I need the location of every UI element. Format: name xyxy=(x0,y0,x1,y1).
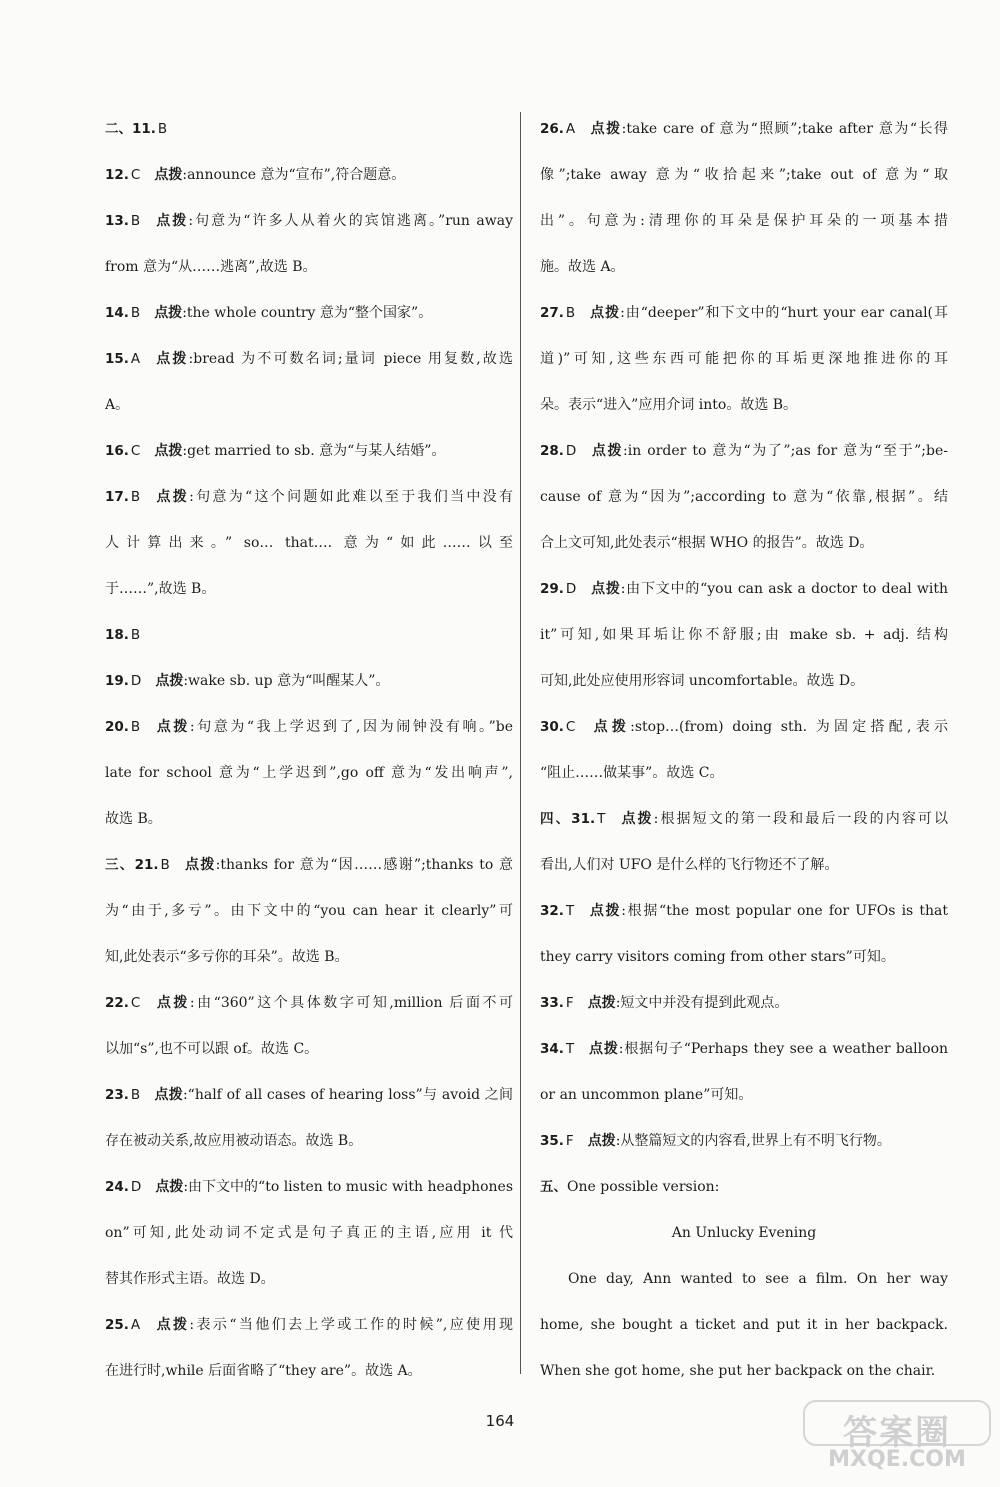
answer-line xyxy=(105,612,513,658)
explanation-text: cause of 意为“因为”;according to 意为“依靠,根据”。结 xyxy=(540,489,948,505)
explanation-text: When she got home, she put her backpack on the chair. xyxy=(540,1363,936,1379)
watermark-domain: MXQE.COM xyxy=(828,1447,966,1472)
hint-label: 点拨 xyxy=(154,995,190,1011)
answer-line xyxy=(540,888,948,934)
answer-continuation-line xyxy=(540,750,948,796)
explanation-text: One day, Ann wanted to see a film. On her way xyxy=(568,1271,948,1287)
answer-line xyxy=(105,290,513,336)
answer-letter: A xyxy=(130,1317,141,1333)
question-number: 二、11. xyxy=(105,121,156,137)
explanation-text: 出”。句意为:清理你的耳朵是保护耳朵的一项基本措 xyxy=(540,213,948,229)
hint-label: 点拨 xyxy=(619,811,654,827)
answer-line xyxy=(540,1164,948,1210)
answer-continuation-line xyxy=(105,566,513,612)
page-number: 164 xyxy=(485,1412,515,1430)
explanation-text: :stop…(from) doing sth. 为固定搭配,表示 xyxy=(630,719,948,735)
answer-continuation-line xyxy=(540,658,948,704)
answer-continuation-line xyxy=(540,244,948,290)
hint-label: 点拨 xyxy=(154,167,183,183)
hint-label: 点拨 xyxy=(154,305,183,321)
question-number: 22. xyxy=(105,995,129,1011)
answer-line xyxy=(540,290,948,336)
answer-continuation-line xyxy=(540,612,948,658)
answer-letter: B xyxy=(130,1087,141,1103)
question-number: 34. xyxy=(540,1041,564,1057)
explanation-text: :根据句子“Perhaps they see a weather balloon xyxy=(618,1041,948,1057)
right-column xyxy=(540,106,948,1394)
answer-letter: D xyxy=(565,581,577,597)
explanation-text: :由“deeper”和下文中的“hurt your ear canal(耳 xyxy=(620,305,948,321)
answer-continuation-line xyxy=(105,1348,513,1394)
explanation-text: late for school 意为“上学迟到”,go off 意为“发出响声”, xyxy=(105,765,513,781)
question-number: 32. xyxy=(540,903,564,919)
explanation-text: 以加“s”,也不可以跟 of。故选 C。 xyxy=(105,1041,319,1057)
answer-letter: C xyxy=(130,995,141,1011)
explanation-text: :in order to 意为“为了”;as for 意为“至于”;be- xyxy=(623,443,948,459)
answer-letter: B xyxy=(130,213,141,229)
question-number: 33. xyxy=(540,995,564,1011)
question-number: 五、 xyxy=(540,1179,567,1195)
explanation-text: 人计算出来。” so… that…. 意为“如此……以至 xyxy=(105,535,513,551)
answer-continuation-line xyxy=(105,796,513,842)
explanation-text: home, she bought a ticket and put it in her backpack. xyxy=(540,1317,948,1333)
hint-label: 点拨 xyxy=(588,1041,619,1057)
question-number: 35. xyxy=(540,1133,564,1149)
explanation-text: 像”;take away 意为“收拾起来”;take out of 意为“取 xyxy=(540,167,948,183)
explanation-text: 为“由于,多亏”。由下文中的“you can hear it clearly”可 xyxy=(105,903,513,919)
explanation-text: :“half of all cases of hearing loss”与 avoid 之间 xyxy=(182,1087,513,1103)
question-number: 20. xyxy=(105,719,129,735)
answer-letter: T xyxy=(597,811,606,827)
explanation-text: :表示“当他们去上学或工作的时候”,应使用现 xyxy=(189,1317,513,1333)
answer-line xyxy=(540,980,948,1026)
explanation-text: :get married to sb. 意为“与某人结婚”。 xyxy=(182,443,446,459)
explanation-text: :句意为“我上学迟到了,因为闹钟没有响。”be xyxy=(189,719,513,735)
answer-line xyxy=(540,1118,948,1164)
hint-label: 点拨 xyxy=(589,121,622,137)
answer-line xyxy=(540,106,948,152)
answer-letter: C xyxy=(130,167,141,183)
explanation-text: 看出,人们对 UFO 是什么样的飞行物还不了解。 xyxy=(540,857,839,873)
question-number: 25. xyxy=(105,1317,129,1333)
answer-continuation-line xyxy=(105,244,513,290)
question-number: 17. xyxy=(105,489,129,505)
answer-line xyxy=(105,152,513,198)
explanation-text: :the whole country 意为“整个国家”。 xyxy=(182,305,433,321)
question-number: 30. xyxy=(540,719,564,735)
question-number: 29. xyxy=(540,581,564,597)
answer-letter: A xyxy=(130,351,141,367)
hint-label: 点拨 xyxy=(155,1179,184,1195)
explanation-text: 在进行时,while 后面省略了“they are”。故选 A。 xyxy=(105,1363,422,1379)
answer-continuation-line xyxy=(105,520,513,566)
answer-continuation-line xyxy=(540,336,948,382)
question-number: 23. xyxy=(105,1087,129,1103)
explanation-text: An Unlucky Evening xyxy=(671,1225,817,1241)
question-number: 16. xyxy=(105,443,129,459)
hint-label: 点拨 xyxy=(587,995,616,1011)
explanation-text: :bread 为不可数名词;量词 piece 用复数,故选 xyxy=(188,351,513,367)
explanation-text: they carry visitors coming from other stars”可知。 xyxy=(540,949,895,965)
answer-line xyxy=(105,704,513,750)
answer-continuation-line xyxy=(540,1348,948,1394)
hint-label: 点拨 xyxy=(589,719,631,735)
answer-letter: D xyxy=(130,673,142,689)
hint-label: 点拨 xyxy=(588,903,622,919)
hint-label: 点拨 xyxy=(590,443,624,459)
answer-continuation-line xyxy=(540,934,948,980)
question-number: 18. xyxy=(105,627,129,643)
explanation-text: :由“360”这个具体数字可知,million 后面不可 xyxy=(189,995,513,1011)
explanation-text: :根据短文的第一段和最后一段的内容可以 xyxy=(653,811,948,827)
explanation-text: on”可知,此处动词不定式是句子真正的主语,应用 it 代 xyxy=(105,1225,513,1241)
question-number: 14. xyxy=(105,305,129,321)
hint-label: 点拨 xyxy=(154,443,183,459)
answer-continuation-line xyxy=(105,888,513,934)
question-number: 27. xyxy=(540,305,564,321)
answer-continuation-line xyxy=(540,198,948,244)
explanation-text: 道)”可知,这些东西可能把你的耳垢更深地推进你的耳 xyxy=(540,351,948,367)
explanation-text: One possible version: xyxy=(567,1179,720,1195)
answer-letter: B xyxy=(130,489,141,505)
answer-continuation-line xyxy=(105,1026,513,1072)
explanation-text: from 意为“从……逃离”,故选 B。 xyxy=(105,259,317,275)
explanation-text: 于……”,故选 B。 xyxy=(105,581,216,597)
explanation-text: :短文中并没有提到此观点。 xyxy=(615,995,789,1011)
answer-letter: B xyxy=(130,719,141,735)
explanation-text: :thanks for 意为“因……感谢”;thanks to 意 xyxy=(215,857,513,873)
answer-line xyxy=(540,796,948,842)
explanation-text: :句意为“这个问题如此难以至于我们当中没有 xyxy=(189,489,513,505)
hint-label: 点拨 xyxy=(154,719,190,735)
answer-letter: B xyxy=(130,627,141,643)
question-number: 26. xyxy=(540,121,564,137)
answer-line xyxy=(105,198,513,244)
answer-continuation-line xyxy=(540,520,948,566)
answer-letter: B xyxy=(157,121,168,137)
answer-letter: T xyxy=(565,903,575,919)
explanation-text: :由下文中的“you can ask a doctor to deal with xyxy=(620,581,948,597)
answer-continuation-line xyxy=(540,1302,948,1348)
question-number: 28. xyxy=(540,443,564,459)
answer-line xyxy=(105,1164,513,1210)
answer-continuation-line xyxy=(540,474,948,520)
explanation-text: or an uncommon plane”可知。 xyxy=(540,1087,753,1103)
answer-line xyxy=(105,474,513,520)
watermark xyxy=(802,1399,992,1479)
question-number: 三、21. xyxy=(105,857,159,873)
answer-line xyxy=(105,1072,513,1118)
answer-continuation-line xyxy=(105,1118,513,1164)
answer-continuation-line xyxy=(540,1256,948,1302)
answer-line xyxy=(540,566,948,612)
answer-continuation-line xyxy=(540,842,948,888)
hint-label: 点拨 xyxy=(155,673,184,689)
explanation-text: 可知,此处应使用形容词 uncomfortable。故选 D。 xyxy=(540,673,865,689)
answer-letter: F xyxy=(565,995,574,1011)
answer-line xyxy=(540,704,948,750)
answer-line xyxy=(105,336,513,382)
answer-letter: B xyxy=(160,857,170,873)
column-divider xyxy=(520,112,521,1374)
answer-line xyxy=(105,980,513,1026)
explanation-text: :wake sb. up 意为“叫醒某人”。 xyxy=(183,673,390,689)
answer-continuation-line xyxy=(105,382,513,428)
explanation-text: A。 xyxy=(105,397,130,413)
question-number: 15. xyxy=(105,351,129,367)
hint-label: 点拨 xyxy=(590,581,621,597)
answer-continuation-line xyxy=(540,382,948,428)
explanation-text: 施。故选 A。 xyxy=(540,259,625,275)
explanation-text: 合上文可知,此处表示“根据 WHO 的报告”。故选 D。 xyxy=(540,535,874,551)
answer-continuation-line xyxy=(105,1210,513,1256)
explanation-text: 知,此处表示“多亏你的耳朵”。故选 B。 xyxy=(105,949,349,965)
explanation-text: :根据“the most popular one for UFOs is that xyxy=(621,903,948,919)
answer-letter: C xyxy=(130,443,141,459)
explanation-text: :句意为“许多人从着火的宾馆逃离。”run away xyxy=(188,213,513,229)
left-column xyxy=(105,106,513,1394)
answer-line xyxy=(540,428,948,474)
answer-letter: B xyxy=(130,305,141,321)
answer-line xyxy=(540,1026,948,1072)
hint-label: 点拨 xyxy=(154,351,189,367)
answer-continuation-line xyxy=(105,934,513,980)
answer-letter: A xyxy=(565,121,576,137)
explanation-text: it”可知,如果耳垢让你不舒服;由 make sb. + adj. 结构 xyxy=(540,627,948,643)
explanation-text: 故选 B。 xyxy=(105,811,162,827)
answer-continuation-line xyxy=(540,152,948,198)
explanation-text: 替其作形式主语。故选 D。 xyxy=(105,1271,275,1287)
answer-letter: T xyxy=(565,1041,575,1057)
hint-label: 点拨 xyxy=(587,1133,616,1149)
explanation-text: :announce 意为“宣布”,符合题意。 xyxy=(182,167,406,183)
answer-line xyxy=(105,842,513,888)
hint-label: 点拨 xyxy=(154,1317,190,1333)
question-number: 四、31. xyxy=(540,811,596,827)
answer-continuation-line xyxy=(105,1256,513,1302)
hint-label: 点拨 xyxy=(589,305,621,321)
answer-letter: B xyxy=(565,305,576,321)
answer-letter: D xyxy=(565,443,577,459)
answer-continuation-line xyxy=(540,1210,948,1256)
answer-line xyxy=(105,428,513,474)
hint-label: 点拨 xyxy=(183,857,216,873)
explanation-text: 朵。表示“进入”应用介词 into。故选 B。 xyxy=(540,397,798,413)
answer-line xyxy=(105,106,513,152)
hint-label: 点拨 xyxy=(154,213,189,229)
explanation-text: “阻止……做某事”。故选 C。 xyxy=(540,765,724,781)
question-number: 13. xyxy=(105,213,129,229)
watermark-mark: 答案圈 xyxy=(843,1413,951,1453)
answer-line xyxy=(105,1302,513,1348)
hint-label: 点拨 xyxy=(154,1087,183,1103)
question-number: 19. xyxy=(105,673,129,689)
explanation-text: :从整篇短文的内容看,世界上有不明飞行物。 xyxy=(615,1133,891,1149)
answer-letter: D xyxy=(130,1179,142,1195)
hint-label: 点拨 xyxy=(154,489,190,505)
question-number: 24. xyxy=(105,1179,129,1195)
answer-letter: C xyxy=(565,719,576,735)
answer-continuation-line xyxy=(105,750,513,796)
answer-letter: F xyxy=(565,1133,574,1149)
answer-continuation-line xyxy=(540,1072,948,1118)
explanation-text: :由下文中的“to listen to music with headphones xyxy=(183,1179,513,1195)
answer-line xyxy=(105,658,513,704)
question-number: 12. xyxy=(105,167,129,183)
explanation-text: 存在被动关系,故应用被动语态。故选 B。 xyxy=(105,1133,363,1149)
explanation-text: :take care of 意为“照顾”;take after 意为“长得 xyxy=(621,121,948,137)
